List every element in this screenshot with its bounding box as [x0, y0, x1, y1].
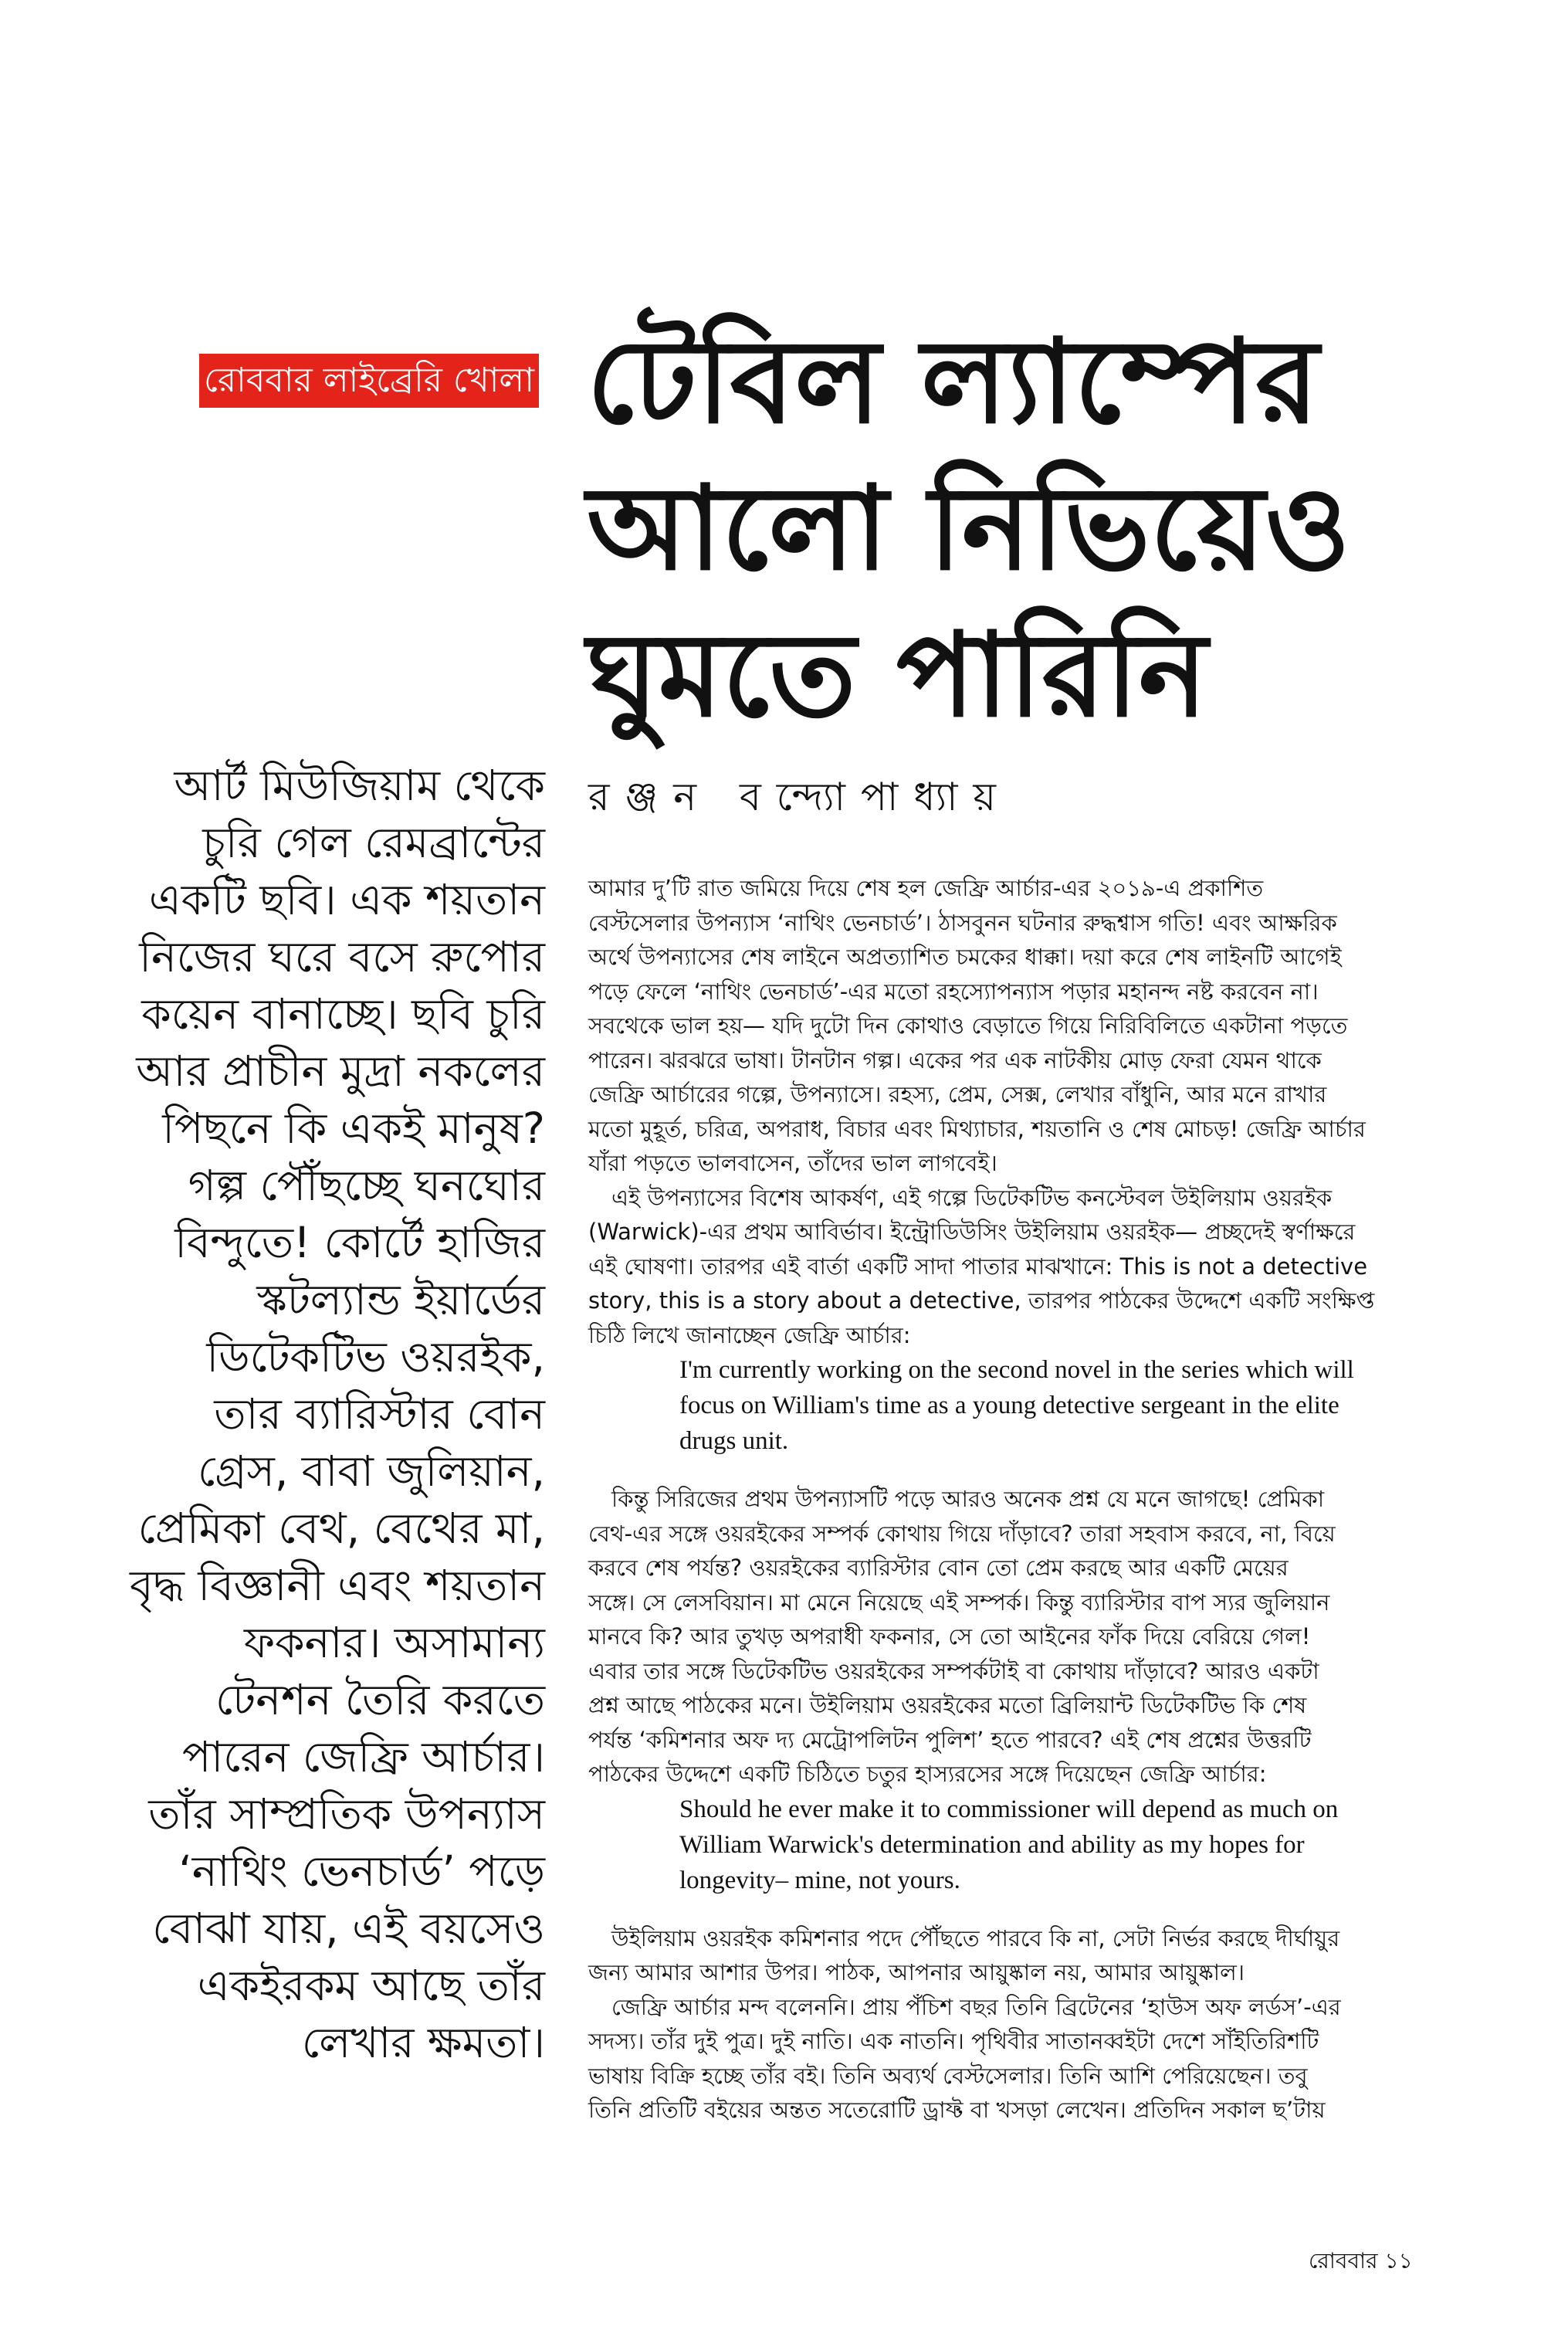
text-line: চিঠি লিখে জানাচ্ছেন জেফ্রি আর্চার: — [588, 1321, 911, 1348]
paragraph — [588, 1990, 1428, 2128]
text-line: উইলিয়াম ওয়রইক কমিশনার পদে পৌঁছতে পারবে কি না, সেটা নির্ভর করছে দীর্ঘায়ুর — [611, 1924, 1340, 1951]
letter-quote — [679, 1352, 1428, 1459]
text-line: মতো মুহূর্ত, চরিত্র, অপরাধ, বিচার এবং মিথ্যাচার, শয়তানি ও শেষ মোচড়! জেফ্রি আর্চার — [588, 1115, 1366, 1142]
pull-quote-line: আর্ট মিউজিয়াম থেকে — [174, 761, 545, 810]
pull-quote-line: ‘নাথিং ভেনচার্ড’ পড়ে — [178, 1846, 545, 1896]
pull-quote-line: গল্প পৌঁছচ্ছে ঘনঘোর — [188, 1161, 545, 1210]
text-line: সঙ্গে। সে লেসবিয়ান। মা মেনে নিয়েছে এই সম্পর্ক। কিন্তু ব্যারিস্টার বাপ স্যর জুলিয়ান — [588, 1589, 1330, 1616]
text-line: কিন্তু সিরিজের প্রথম উপন্যাসটি পড়ে আরও অনেক প্রশ্ন যে মনে জাগছে! প্রেমিকা — [611, 1486, 1325, 1512]
text-line: তিনি প্রতিটি বইয়ের অন্তত সতেরোটি ড্রাফ্ট বা খসড়া লেখেন। প্রতিদিন সকাল ছ’টায় — [588, 2097, 1326, 2123]
quote-line: William Warwick's determination and ability as my hopes for — [679, 1830, 1305, 1859]
quote-line: I'm currently working on the second novel in the series which will — [679, 1356, 1354, 1384]
pull-quote-line: স্কটল্যান্ড ইয়ার্ডের — [256, 1275, 545, 1324]
paragraph — [588, 871, 1428, 1181]
text-line: আমার দু’টি রাত জমিয়ে দিয়ে শেষ হল জেফ্রি আর্চার-এর ২০১৯-এ প্রকাশিত — [588, 875, 1264, 901]
text-line: বেথ-এর সঙ্গে ওয়রইকের সম্পর্ক কোথায় গিয়ে দাঁড়াবে? তারা সহবাস করবে, না, বিয়ে — [588, 1520, 1336, 1547]
pull-quote-line: টেনশন তৈরি করতে — [215, 1675, 545, 1724]
paragraph — [588, 1181, 1428, 1353]
text-line: সবথেকে ভাল হয়— যদি দুটো দিন কোথাও বেড়াতে গিয়ে নিরিবিলিতে একটানা পড়তে — [588, 1012, 1348, 1039]
text-line: জেফ্রি আর্চার মন্দ বলেননি। প্রায় পঁচিশ বছর তিনি ব্রিটেনের ‘হাউস অফ লর্ডস’-এর — [611, 1993, 1341, 2020]
text-line: পড়ে ফেলে ‘নাথিং ভেনচার্ড’-এর মতো রহস্যোপন্যাস পড়ার মহানন্দ নষ্ট করবেন না। — [588, 978, 1319, 1005]
pull-quote-line: তাঁর সাম্প্রতিক উপন্যাস — [148, 1789, 545, 1839]
headline-line: ঘুমতে পারিনি — [587, 609, 1208, 743]
text-line: করবে শেষ পর্যন্ত? ওয়রইকের ব্যারিস্টার বোন তো প্রেম করছে আর একটি মেয়ের — [588, 1555, 1289, 1581]
pull-quote-line: চুরি গেল রেমব্রান্টের — [202, 818, 545, 867]
pull-quote-line: বিন্দুতে! কোর্টে হাজির — [174, 1218, 545, 1267]
quote-line: drugs unit. — [679, 1427, 789, 1455]
text-line: মানবে কি? আর তুখড় অপরাধী ফকনার, সে তো আইনের ফাঁক দিয়ে বেরিয়ে গেল! — [588, 1623, 1311, 1650]
pull-quote-line: ফকনার। অসামান্য — [243, 1618, 545, 1667]
page-folio: রোববার ১১ — [1309, 2248, 1413, 2273]
text-line: যাঁরা পড়তে ভালবাসেন, তাঁদের ভাল লাগবেই। — [588, 1150, 997, 1176]
letter-quote — [679, 1792, 1428, 1898]
pull-quote-line: কয়েন বানাচ্ছে। ছবি চুরি — [141, 989, 545, 1039]
pull-quote-line: আর প্রাচীন মুদ্রা নকলের — [136, 1046, 545, 1096]
text-line: বেস্টসেলার উপন্যাস ‘নাথিং ভেনচার্ড’। ঠাসবুনন ঘটনার রুদ্ধশ্বাস গতি! এবং আক্ষরিক — [588, 909, 1337, 936]
headline — [587, 309, 1513, 749]
text-line: পাঠকের উদ্দেশে একটি চিঠিতে চতুর হাস্যরসের সঙ্গে দিয়েছেন জেফ্রি আর্চার: — [588, 1761, 1267, 1787]
pull-quote-line: গ্রেস, বাবা জুলিয়ান, — [198, 1446, 545, 1496]
pull-quote-line: পারেন জেফ্রি আর্চার। — [181, 1732, 545, 1782]
text-line: পারেন। ঝরঝরে ভাষা। টানটান গল্প। একের পর এক নাটকীয় মোড় ফেরা যেমন থাকে — [588, 1046, 1322, 1073]
quote-line: Should he ever make it to commissioner will depend as much on — [679, 1795, 1339, 1823]
pull-quote-line: বৃদ্ধ বিজ্ঞানী এবং শয়তান — [129, 1561, 545, 1610]
pull-quote-line: বোঝা যায়, এই বয়সেও — [152, 1904, 545, 1953]
text-line: এবার তার সঙ্গে ডিটেকটিভ ওয়রইকের সম্পর্কটাই বা কোথায় দাঁড়াবে? আরও একটা — [588, 1657, 1319, 1684]
text-line: এই উপন্যাসের বিশেষ আকর্ষণ, এই গল্পে ডিটেকটিভ কনস্টেবল উইলিয়াম ওয়রইক — [611, 1184, 1333, 1211]
text-line: সদস্য। তাঁর দুই পুত্র। দুই নাতি। এক নাতনি। পৃথিবীর সাতানব্বইটা দেশে সাঁইতিরিশটি — [588, 2028, 1319, 2054]
pull-quote-line: পিছনে কি একই মানুষ? — [162, 1104, 545, 1153]
text-line: জন্য আমার আশার উপর। পাঠক, আপনার আয়ুষ্কাল নয়, আমার আয়ুষ্কাল। — [588, 1959, 1245, 1985]
byline: রঞ্জন বন্দ্যোপাধ্যায় — [588, 775, 1011, 819]
text-line: পর্যন্ত ‘কমিশনার অফ দ্য মেট্রোপলিটন পুলিশ’ হতে পারবে? এই শেষ প্রশ্নের উত্তরটি — [588, 1726, 1312, 1753]
text-line: (Warwick)-এর প্রথম আবির্ভাব। ইন্ট্রোডিউসিং উইলিয়াম ওয়রইক— প্রচ্ছদেই স্বর্ণাক্ষরে — [588, 1219, 1356, 1245]
headline-line: টেবিল ল্যাম্পের — [587, 315, 1319, 449]
text-line: এই ঘোষণা। তারপর এই বার্তা একটি সাদা পাতার মাঝখানে: This is not a detective — [588, 1253, 1368, 1280]
pull-quote-line: নিজের ঘরে বসে রুপোর — [139, 932, 545, 982]
text-line: অর্থে উপন্যাসের শেষ লাইনে অপ্রত্যাশিত চমকের ধাক্কা। দয়া করে শেষ লাইনটি আগেই — [588, 944, 1342, 970]
text-line: জেফ্রি আর্চারের গল্পে, উপন্যাসে। রহস্য, প্রেম, সেক্স, লেখার বাঁধুনি, আর মনে রাখার — [588, 1081, 1327, 1107]
text-line: প্রশ্ন আছে পাঠকের মনে। উইলিয়াম ওয়রইকের মতো ব্রিলিয়ান্ট ডিটেকটিভ কি শেষ — [588, 1692, 1307, 1718]
pull-quote-line: তার ব্যারিস্টার বোন — [214, 1389, 545, 1439]
paragraph — [588, 1482, 1428, 1792]
text-line: story, this is a story about a detective, তারপর পাঠকের উদ্দেশে একটি সংক্ষিপ্ত — [588, 1287, 1375, 1314]
pull-quote-line: লেখার ক্ষমতা। — [301, 2018, 545, 2067]
paragraph — [588, 1921, 1428, 1990]
pull-quote-line: প্রেমিকা বেথ, বেথের মা, — [137, 1504, 545, 1553]
section-tag: রোববার লাইব্রেরি খোলা — [199, 354, 539, 408]
text-line: ভাষায় বিক্রি হচ্ছে তাঁর বই। তিনি অব্যর্থ বেস্টসেলার। তিনি আশি পেরিয়েছেন। তবু — [588, 2062, 1308, 2089]
quote-line: focus on William's time as a young detective sergeant in the elite — [679, 1392, 1339, 1419]
pull-quote-line: ডিটেকটিভ ওয়রইক, — [206, 1332, 545, 1382]
headline-line: আলো নিভিয়েও — [587, 462, 1350, 596]
quote-line: longevity– mine, not yours. — [679, 1866, 960, 1894]
pull-quote — [113, 757, 545, 2071]
article-body — [588, 871, 1428, 2128]
pull-quote-line: একটি ছবি। এক শয়তান — [148, 875, 545, 924]
pull-quote-line: একইরকম আছে তাঁর — [197, 1961, 545, 2010]
